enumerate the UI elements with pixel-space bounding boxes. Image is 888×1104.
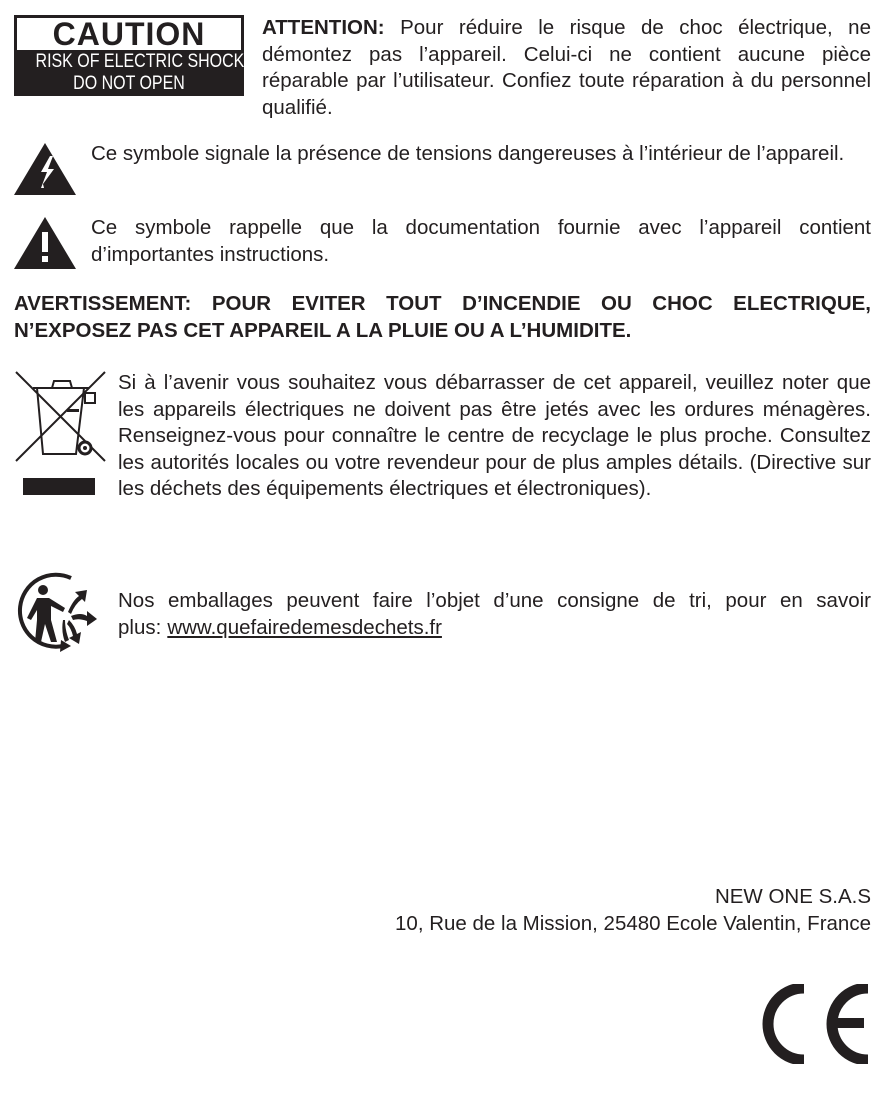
caution-line-risk: RISK OF ELECTRIC SHOCK [35,50,245,72]
caution-label [14,15,244,96]
attention-paragraph [262,15,871,121]
fire-shock-warning [14,290,871,344]
caution-title: CAUTION [17,18,241,50]
company-block [395,884,871,937]
lightning-warning-icon [14,143,76,195]
quefairedemesdechets-link[interactable]: www.quefairedemesdechets.fr [167,615,442,639]
company-name: NEW ONE S.A.S [714,885,871,908]
company-address: 10, Rue de la Mission, 25480 Ecole Valentin, France [395,911,871,935]
triman-description: Nos emballages peuvent faire l’objet d’une consigne de tri, pour en savoir plus: [118,589,871,639]
exclamation-symbol-text: Ce symbole rappelle que la documentation fournie avec l’appareil contient d’importantes instructions. [91,216,871,266]
warning-line-1: AVERTISSEMENT: POUR EVITER TOUT D’INCENDIE OU CHOC ELECTRIQUE, [14,292,871,315]
exclamation-warning-icon [14,217,76,269]
crossed-bin-icon [12,368,108,498]
attention-label: ATTENTION: [262,16,385,39]
attention-text: Pour réduire le risque de choc électrique, ne démontez pas l’appareil. Celui-ci ne contient aucune pièce réparable par l’utilisateur. Confiez toute réparation à du personnel qualifié. [262,16,871,119]
caution-line-do-not-open: DO NOT OPEN [73,72,185,94]
lightning-symbol-text: Ce symbole signale la présence de tensions dangereuses à l’intérieur de l’appareil. [91,142,845,165]
triman-text [118,588,871,641]
weee-disposal-text: Si à l’avenir vous souhaitez vous débarrasser de cet appareil, veuillez noter que les appareils électriques ne doivent pas être jetés avec les ordures ménagères. Renseignez-vous pour connaître le centre de recyclage le plus proche. Consultez les autorités locales ou votre revendeur pour de plus amples détails. (Directive sur les déchets des équipements électriques et électroniques). [118,371,871,500]
ce-mark-icon [760,984,872,1064]
triman-icon [13,570,99,652]
warning-line-2: N’EXPOSEZ PAS CET APPAREIL A LA PLUIE OU A L’HUMIDITE. [14,319,632,342]
